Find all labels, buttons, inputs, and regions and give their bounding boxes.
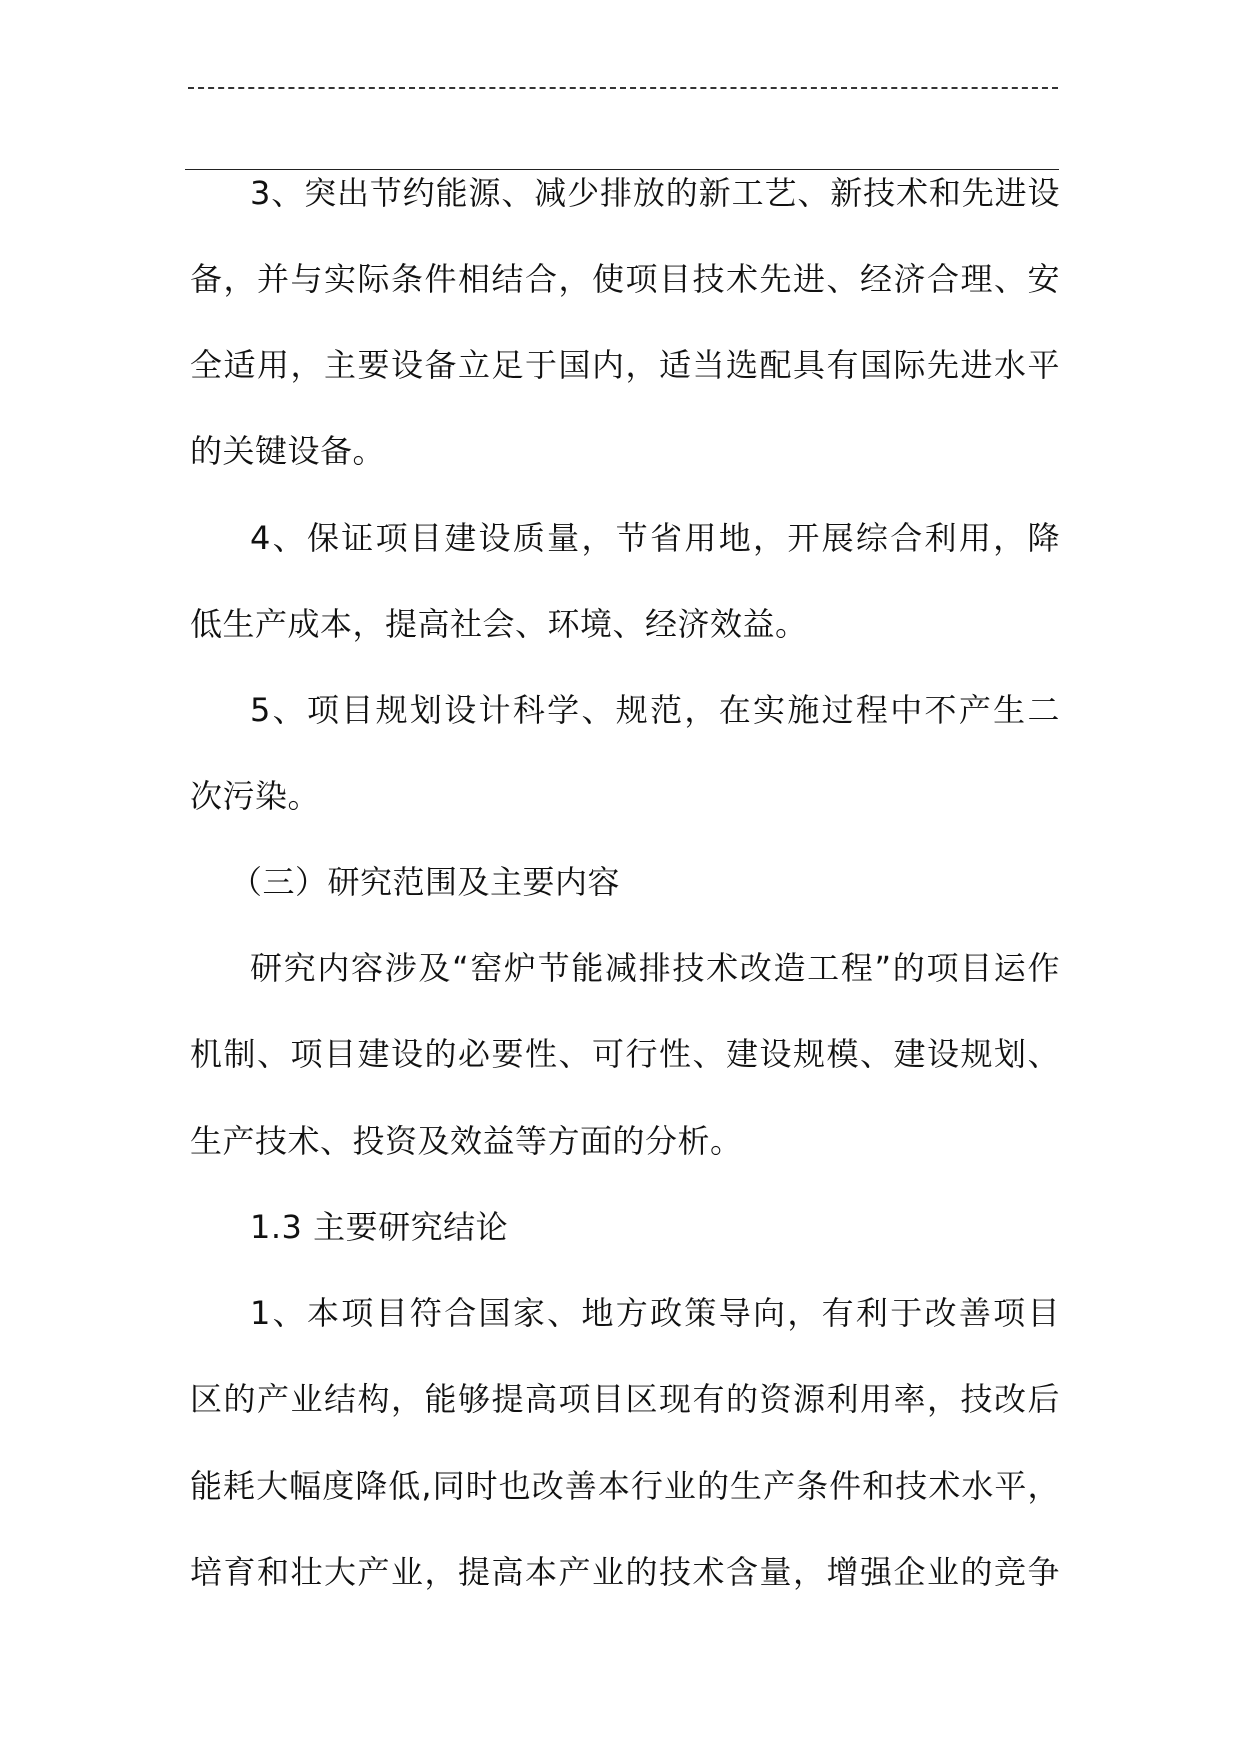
paragraph-line: 低生产成本，提高社会、环境、经济效益。 — [190, 605, 808, 643]
section-heading: （三）研究范围及主要内容 — [230, 863, 621, 901]
paragraph-line: 次污染。 — [190, 777, 321, 815]
header-rule — [185, 169, 1059, 170]
paragraph-line: 4、保证项目建设质量，节省用地，开展综合利用，降 — [250, 519, 1060, 557]
paragraph-line: 研究内容涉及“窑炉节能减排技术改造工程”的项目运作 — [250, 949, 1060, 987]
paragraph-line: 机制、项目建设的必要性、可行性、建设规模、建设规划、 — [190, 1035, 1060, 1073]
paragraph-line: 备，并与实际条件相结合，使项目技术先进、经济合理、安 — [190, 260, 1060, 298]
paragraph-line: 1、本项目符合国家、地方政策导向，有利于改善项目 — [250, 1294, 1060, 1332]
paragraph-line: 区的产业结构，能够提高项目区现有的资源利用率，技改后 — [190, 1380, 1060, 1418]
paragraph-line: 的关键设备。 — [190, 432, 386, 470]
paragraph-line: 3、突出节约能源、减少排放的新工艺、新技术和先进设 — [250, 174, 1060, 212]
paragraph-line: 培育和壮大产业，提高本产业的技术含量，增强企业的竞争 — [190, 1553, 1060, 1591]
paragraph-line: 全适用，主要设备立足于国内，适当选配具有国际先进水平 — [190, 346, 1060, 384]
paragraph-line: 能耗大幅度降低,同时也改善本行业的生产条件和技术水平， — [190, 1467, 1060, 1505]
section-heading: 1.3 主要研究结论 — [250, 1208, 509, 1246]
paragraph-line: 生产技术、投资及效益等方面的分析。 — [190, 1122, 743, 1160]
header-dashed-rule — [188, 87, 1058, 89]
paragraph-line: 5、项目规划设计科学、规范，在实施过程中不产生二 — [250, 691, 1060, 729]
